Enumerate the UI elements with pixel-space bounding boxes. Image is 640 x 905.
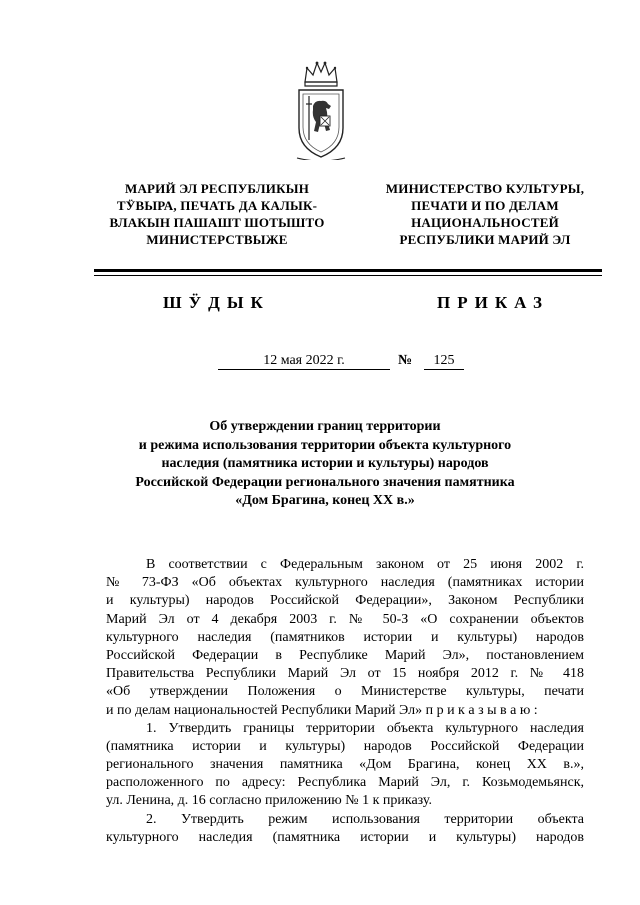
title-line: и режима использования территории объекта культурного	[138, 437, 512, 453]
header-divider-thin	[94, 275, 602, 276]
body-line: Марий Эл от 4 декабря 2003 г. № 50-З «О сохранении объектов	[106, 611, 584, 627]
org-name-mari-line: ВЛАКЫН ПАШАШТ ШОТЫШТО	[109, 215, 325, 230]
body-line: культурного наследия (памятников истории и культуры) народов	[106, 629, 584, 645]
body-line: и культуры) народов Российской Федерации», Законом Республики	[106, 593, 584, 609]
org-name-russian-line: МИНИСТЕРСТВО КУЛЬТУРЫ,	[385, 181, 585, 196]
body-line: культурного наследия (памятника истории и культуры) народов	[106, 829, 584, 845]
org-name-mari-line: ТӰВЫРА, ПЕЧАТЬ ДА КАЛЫК-	[116, 198, 318, 213]
body-line: (памятника истории и культуры) народов Российской Федерации	[106, 738, 584, 754]
body-line: Российской Федерации в Республике Марий Эл», постановлением	[106, 647, 584, 663]
body-line: «Об утверждении Положения о Министерстве культуры, печати	[106, 684, 584, 700]
org-name-mari-line: МАРИЙ ЭЛ РЕСПУБЛИКЫН	[124, 181, 310, 196]
header-divider-thick	[94, 269, 602, 272]
doc-type-mari: ШӰДЫК	[163, 293, 270, 312]
body-line: расположенного по адресу: Республика Марий Эл, г. Козьмодемьянск,	[106, 775, 584, 791]
body-line: 1. Утвердить границы территории объекта культурного наследия	[146, 720, 584, 736]
doc-type-russian: ПРИКАЗ	[437, 293, 549, 312]
document-date: 12 мая 2022 г.	[218, 353, 390, 370]
document-body	[106, 556, 584, 847]
number-sign: №	[398, 353, 413, 368]
title-line: Российской Федерации регионального значения памятника	[135, 474, 515, 490]
coat-of-arms-icon	[293, 60, 349, 160]
document-number: 125	[424, 353, 464, 370]
title-line: Об утверждении границ территории	[209, 419, 441, 434]
org-name-mari	[72, 180, 362, 248]
title-line: наследия (памятника истории и культуры) народов	[161, 456, 489, 471]
org-name-russian-line: ПЕЧАТИ И ПО ДЕЛАМ	[411, 198, 559, 213]
title-line: «Дом Брагина, конец ХХ в.»	[235, 493, 415, 508]
body-line: В соответствии с Федеральным законом от 25 июня 2002 г.	[146, 557, 584, 572]
body-line: Правительства Республики Марий Эл от 15 ноября 2012 г. № 418	[106, 666, 584, 682]
org-name-russian-line: НАЦИОНАЛЬНОСТЕЙ	[411, 215, 559, 230]
org-name-russian	[350, 180, 620, 248]
org-name-mari-line: МИНИСТЕРСТВЫЖЕ	[146, 232, 288, 247]
org-name-russian-line: РЕСПУБЛИКИ МАРИЙ ЭЛ	[399, 232, 571, 247]
body-line: ул. Ленина, д. 16 согласно приложению № 1 к приказу.	[106, 793, 432, 809]
body-line: и по делам национальностей Республики Марий Эл» п р и к а з ы в а ю :	[106, 702, 538, 718]
document-title	[110, 418, 540, 511]
body-line: 2. Утвердить режим использования территории объекта	[146, 811, 584, 827]
body-line: № 73-ФЗ «Об объектах культурного наследия (памятниках истории	[106, 575, 584, 591]
body-line: регионального значения памятника «Дом Брагина, конец ХХ в.»,	[106, 757, 584, 773]
